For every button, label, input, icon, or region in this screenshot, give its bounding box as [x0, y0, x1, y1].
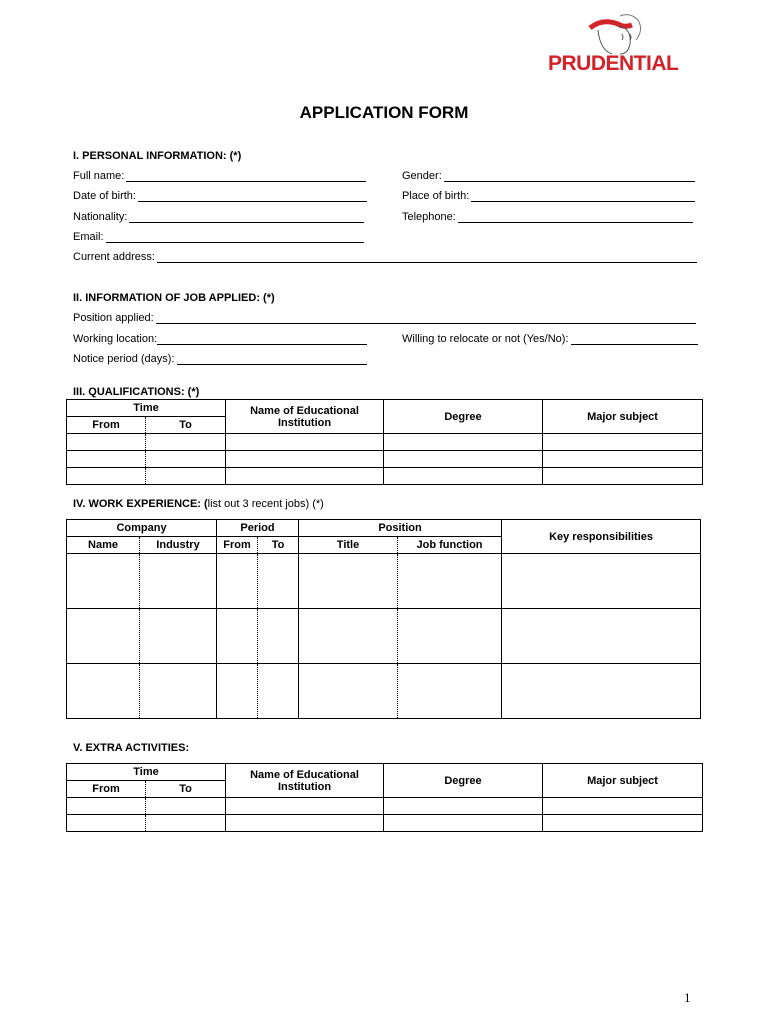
extra-from-header: From: [67, 781, 146, 798]
table-cell[interactable]: [226, 451, 384, 468]
qual-to-header: To: [146, 417, 226, 434]
location-field[interactable]: [73, 333, 367, 345]
table-cell[interactable]: [146, 434, 226, 451]
work-heading-bold: IV. WORK EXPERIENCE: (: [73, 498, 208, 510]
address-field[interactable]: [73, 251, 697, 263]
section-personal-heading: I. PERSONAL INFORMATION: (*): [73, 150, 242, 162]
relocate-field[interactable]: [402, 333, 698, 345]
table-cell[interactable]: [140, 554, 217, 609]
telephone-label: Telephone:: [402, 211, 456, 223]
relocate-line[interactable]: [571, 334, 698, 345]
work-from-header: From: [217, 537, 258, 554]
section-work-heading: [73, 498, 324, 510]
relocate-label: Willing to relocate or not (Yes/No):: [402, 333, 569, 345]
logo-wordmark: PRUDENTIAL: [548, 52, 679, 75]
table-row: [67, 815, 703, 832]
table-cell[interactable]: [543, 798, 703, 815]
table-cell[interactable]: [226, 468, 384, 485]
work-title-header: Title: [299, 537, 398, 554]
nationality-field[interactable]: [73, 211, 364, 223]
table-cell[interactable]: [384, 798, 543, 815]
work-company-header: Company: [67, 520, 217, 537]
table-cell[interactable]: [67, 664, 140, 719]
table-row: [67, 609, 701, 664]
qual-institution-header: Name of Educational Institution: [226, 400, 384, 434]
table-cell[interactable]: [384, 468, 543, 485]
table-cell[interactable]: [502, 664, 701, 719]
notice-field[interactable]: [73, 353, 367, 365]
table-cell[interactable]: [258, 609, 299, 664]
position-label: Position applied:: [73, 312, 154, 324]
qual-time-header: Time: [67, 400, 226, 417]
table-row: [67, 468, 703, 485]
location-label: Working location:: [73, 333, 158, 345]
section-qualifications-heading: III. QUALIFICATIONS: (*): [73, 386, 200, 398]
qual-degree-header: Degree: [384, 400, 543, 434]
table-cell[interactable]: [299, 609, 398, 664]
prudence-head-icon: [540, 10, 690, 55]
table-cell[interactable]: [146, 451, 226, 468]
table-cell[interactable]: [226, 798, 384, 815]
table-row: [67, 664, 701, 719]
table-cell[interactable]: [146, 815, 226, 832]
pob-line[interactable]: [471, 191, 695, 202]
table-cell[interactable]: [258, 664, 299, 719]
pob-label: Place of birth:: [402, 190, 470, 202]
telephone-field[interactable]: [402, 211, 693, 223]
section-job-heading: II. INFORMATION OF JOB APPLIED: (*): [73, 292, 275, 304]
table-row: [67, 554, 701, 609]
dob-line[interactable]: [138, 191, 367, 202]
table-cell[interactable]: [67, 798, 146, 815]
table-cell[interactable]: [384, 815, 543, 832]
table-cell[interactable]: [67, 609, 140, 664]
table-cell[interactable]: [226, 434, 384, 451]
work-to-header: To: [258, 537, 299, 554]
table-cell[interactable]: [146, 468, 226, 485]
qual-from-header: From: [67, 417, 146, 434]
table-cell[interactable]: [67, 815, 146, 832]
address-line[interactable]: [157, 252, 697, 263]
table-cell[interactable]: [543, 434, 703, 451]
table-cell[interactable]: [398, 554, 502, 609]
table-cell[interactable]: [217, 609, 258, 664]
table-cell[interactable]: [502, 609, 701, 664]
location-line[interactable]: [157, 334, 367, 345]
table-cell[interactable]: [217, 554, 258, 609]
address-label: Current address:: [73, 251, 155, 263]
table-cell[interactable]: [543, 815, 703, 832]
qual-major-header: Major subject: [543, 400, 703, 434]
position-line[interactable]: [156, 313, 696, 324]
nationality-line[interactable]: [129, 212, 364, 223]
telephone-line[interactable]: [458, 212, 693, 223]
pob-field[interactable]: [402, 190, 695, 202]
work-name-header: Name: [67, 537, 140, 554]
work-industry-header: Industry: [140, 537, 217, 554]
table-cell[interactable]: [217, 664, 258, 719]
prudential-logo: [540, 10, 690, 80]
table-row: [67, 434, 703, 451]
qualifications-table: [66, 399, 703, 485]
work-key-header: Key responsibilities: [502, 520, 701, 554]
table-cell[interactable]: [146, 798, 226, 815]
table-cell[interactable]: [67, 451, 146, 468]
nationality-label: Nationality:: [73, 211, 128, 223]
table-cell[interactable]: [67, 468, 146, 485]
table-cell[interactable]: [226, 815, 384, 832]
table-row: [67, 798, 703, 815]
table-cell[interactable]: [258, 554, 299, 609]
table-cell[interactable]: [502, 554, 701, 609]
table-cell[interactable]: [384, 434, 543, 451]
work-function-header: Job function: [398, 537, 502, 554]
notice-label: Notice period (days):: [73, 353, 175, 365]
table-row: [67, 451, 703, 468]
table-cell[interactable]: [67, 554, 140, 609]
table-cell[interactable]: [398, 609, 502, 664]
notice-line[interactable]: [177, 354, 367, 365]
work-position-header: Position: [299, 520, 502, 537]
email-label: Email:: [73, 231, 104, 243]
extra-time-header: Time: [67, 764, 226, 781]
table-cell[interactable]: [299, 554, 398, 609]
table-cell[interactable]: [140, 664, 217, 719]
full-name-field[interactable]: [73, 170, 366, 182]
full-name-line[interactable]: [126, 171, 366, 182]
extra-activities-table: [66, 763, 703, 832]
extra-major-header: Major subject: [543, 764, 703, 798]
gender-field[interactable]: [402, 170, 695, 182]
table-cell[interactable]: [543, 468, 703, 485]
position-field[interactable]: [73, 312, 696, 324]
extra-degree-header: Degree: [384, 764, 543, 798]
extra-to-header: To: [146, 781, 226, 798]
table-cell[interactable]: [398, 664, 502, 719]
table-cell[interactable]: [384, 451, 543, 468]
full-name-label: Full name:: [73, 170, 125, 182]
extra-institution-header: Name of Educational Institution: [226, 764, 384, 798]
page-number: 1: [684, 990, 691, 1005]
dob-field[interactable]: [73, 190, 367, 202]
gender-line[interactable]: [444, 171, 695, 182]
section-extra-heading: V. EXTRA ACTIVITIES:: [73, 742, 190, 754]
table-cell[interactable]: [299, 664, 398, 719]
page-title: APPLICATION FORM: [299, 103, 469, 122]
table-cell[interactable]: [67, 434, 146, 451]
table-cell[interactable]: [543, 451, 703, 468]
gender-label: Gender:: [402, 170, 442, 182]
work-period-header: Period: [217, 520, 299, 537]
table-cell[interactable]: [140, 609, 217, 664]
work-heading-note: list out 3 recent jobs) (*): [207, 498, 324, 510]
work-experience-table: [66, 519, 701, 719]
email-line[interactable]: [106, 232, 364, 243]
dob-label: Date of birth:: [73, 190, 136, 202]
email-field[interactable]: [73, 231, 364, 243]
